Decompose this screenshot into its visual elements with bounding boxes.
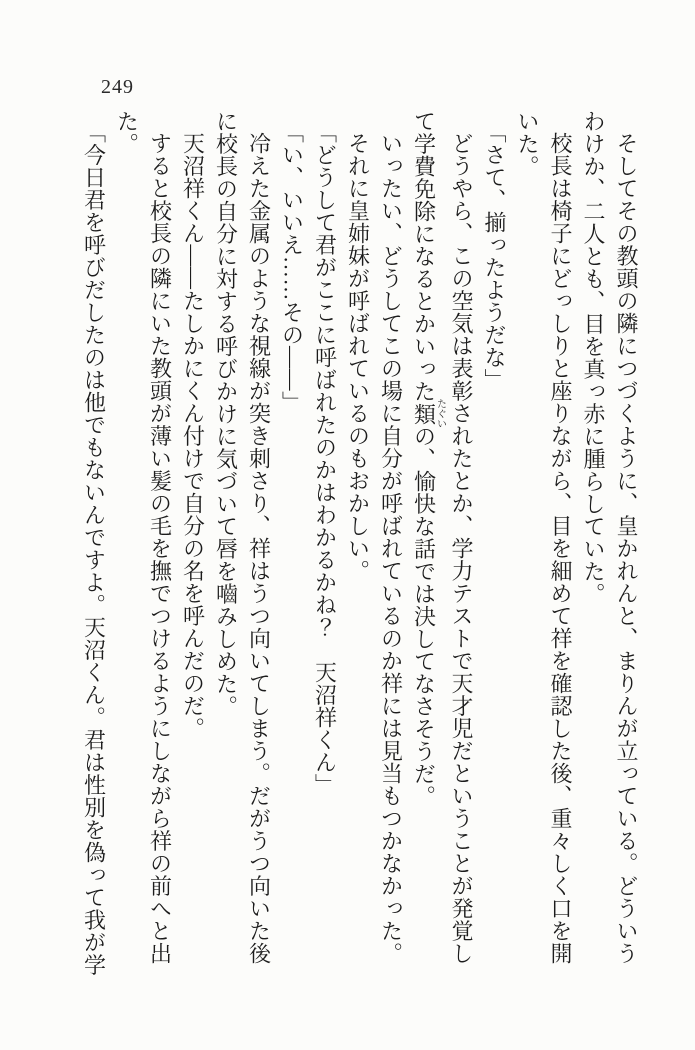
text-line: 「どうして君がここに呼ばれたのかはわかるかね？ 天沼祥くん」 <box>312 121 338 796</box>
text-line: 「今日君を呼びだしたのは他でもないんですよ。天沼くん。君は性別を偽って我が学 <box>81 121 107 976</box>
text-line: すると校長の隣にいた教頭が薄い髪の毛を撫でつけるようにしながら祥の前へと出 <box>147 132 173 965</box>
text-line: いた。 <box>515 110 540 178</box>
text-line: それに皇姉妹が呼ばれているのもおかしい。 <box>345 132 371 582</box>
text-line: 「さて、揃ったようだな」 <box>482 121 507 391</box>
text-line: どうやら、この空気は表彰されたとか、学力テストで天才児だということが発覚し <box>449 132 474 965</box>
text-line: 「い、いいえ……その――」 <box>279 121 305 414</box>
text-line: に校長の自分に対する呼びかけに気づいて唇を嚙みしめた。 <box>213 110 239 718</box>
text-line: 校長は椅子にどっしりと座りながら、目を細めて祥を確認した後、重々しく口を開 <box>548 132 573 965</box>
text-line: た。 <box>114 110 140 155</box>
text-area <box>78 110 644 990</box>
text-line: 天沼祥くん――たしかにくん付けで自分の名を呼んだのだ。 <box>180 132 206 740</box>
text-line: て学費免除になるとかいった類たぐいの、愉快な話では決してなさそうだ。 <box>411 110 446 808</box>
text-line: いったい、どうしてこの場に自分が呼ばれているのか祥には見当もつかなかった。 <box>378 132 404 965</box>
page-number: 249 <box>101 76 134 98</box>
furigana-ruby: 類たぐい <box>411 398 446 429</box>
text-line: わけか、二人とも、目を真っ赤に腫らしていた。 <box>581 110 606 605</box>
text-line: 冷えた金属のような視線が突き刺さり、祥はうつ向いてしまう。だがうつ向いた後 <box>246 132 272 965</box>
text-line: そしてその教頭の隣につづくように、皇かれんと、まりんが立っている。どういう <box>614 132 639 965</box>
